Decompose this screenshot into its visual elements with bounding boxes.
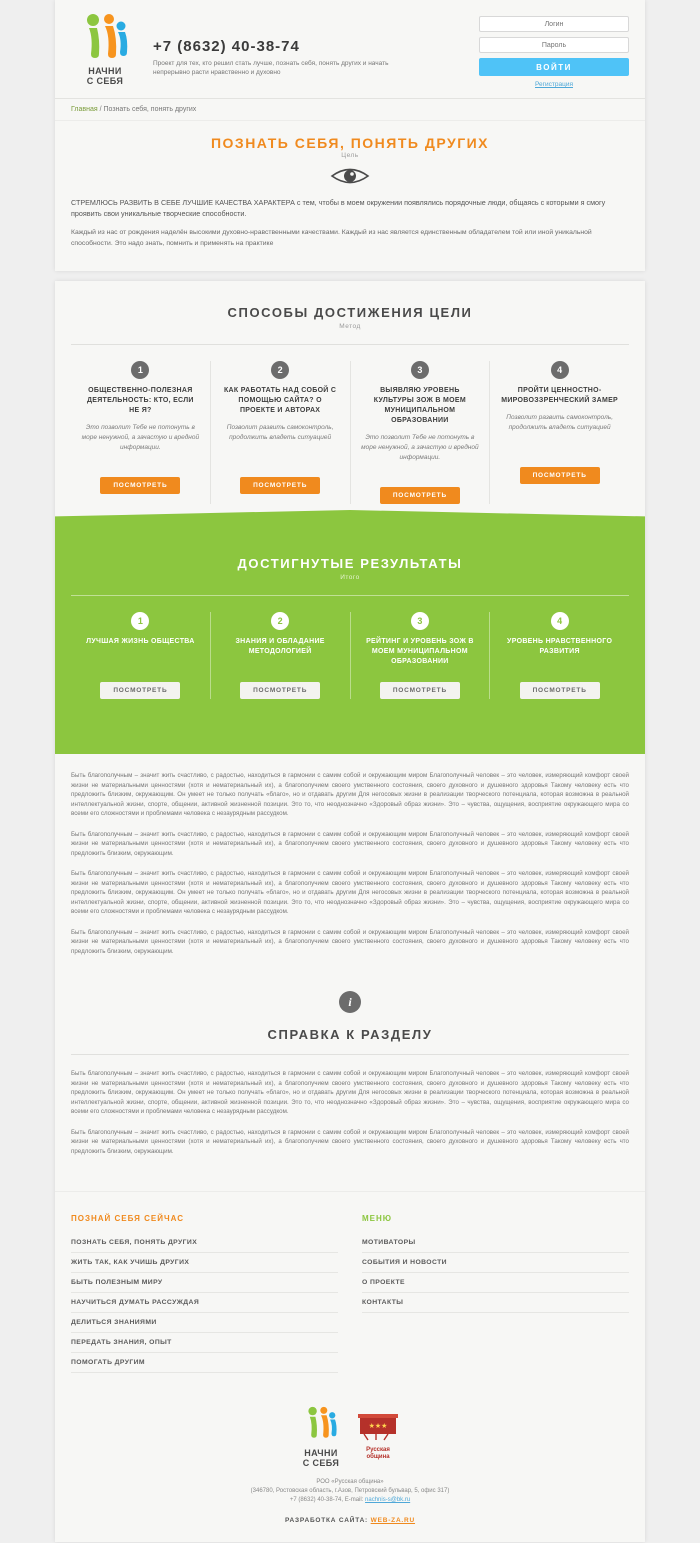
paragraph: Быть благополучным – значит жить счастливо, с радостью, находиться в гармонии с самим собой и окружающим миром Благополучный человек – это человек, измеряющий комфорт своей жизни не материальными ценностями (хотя и нематериальный их), а благополучием своего умственного состояния, своего духовного и душевного здоровья Такому человеку есть что предложить близким, окружающим. Он умеет не только получать «благо», но и отдавать другим Для негосовых жизни в реализации творческого потенциала, которая возможна в реальной интеллектуальной жизни, спорте, общении, активной жизненной позиции. Это то, что неоднозначно «Здоровый образ жизни». Это – чувства, ощущения, восприятие окружающего мира со всеми его сложностями и проблемами человека с незаурядным рассудком. [71, 1070, 629, 1115]
info-icon: i [339, 991, 361, 1013]
footer-developer [71, 1517, 629, 1524]
results-subtitle: Итого [340, 574, 360, 581]
footer-bottom [55, 1391, 645, 1542]
partner-logo-label: Русская община [366, 1447, 390, 1460]
divider [71, 1054, 629, 1055]
info-section [55, 985, 645, 1191]
card-number: 4 [551, 612, 569, 630]
paragraph: Быть благополучным – значит жить счастливо, с радостью, находиться в гармонии с самим собой и окружающим миром Благополучный человек – это человек, измеряющий комфорт своей жизни не материальными ценностями (хотя и нематериальный их), а благополучием своего умственного состояния, своего духовного и душевного здоровья Такому человеку есть что предложить близким, окружающим. [71, 928, 629, 955]
card-view-button[interactable]: ПОСМОТРЕТЬ [240, 682, 320, 699]
article-text [55, 743, 645, 985]
divider [71, 595, 629, 596]
site-header [55, 0, 645, 98]
partner-logo[interactable] [356, 1412, 400, 1461]
methods-title: СПОСОБЫ ДОСТИЖЕНИЯ ЦЕЛИ [227, 305, 473, 320]
header-info [139, 12, 479, 77]
card-title: КАК РАБОТАТЬ НАД СОБОЙ С ПОМОЩЬЮ САЙТА? О ПРОЕКТЕ И АВТОРАХ [223, 387, 337, 414]
footer-link[interactable]: ПОЗНАТЬ СЕБЯ, ПОНЯТЬ ДРУГИХ [71, 1233, 338, 1253]
methods-section [55, 281, 645, 526]
hero-section [55, 120, 645, 271]
dev-link[interactable]: WEB-ZA.RU [370, 1517, 416, 1524]
card-view-button[interactable]: ПОСМОТРЕТЬ [520, 467, 600, 484]
footer-link[interactable]: БЫТЬ ПОЛЕЗНЫМ МИРУ [71, 1273, 338, 1293]
login-input[interactable] [479, 16, 629, 32]
footer-column-2 [362, 1214, 629, 1373]
footer-col1-title: ПОЗНАЙ СЕБЯ СЕЙЧАС [71, 1214, 184, 1223]
dev-label: РАЗРАБОТКА САЙТА: [284, 1517, 369, 1524]
card-number: 2 [271, 612, 289, 630]
footer-address: (346780, Ростовская область, г.Азов, Петровский бульвар, 5, офис 317) [250, 1488, 450, 1494]
footer-link[interactable]: ЖИТЬ ТАК, КАК УЧИШЬ ДРУГИХ [71, 1253, 338, 1273]
card-view-button[interactable]: ПОСМОТРЕТЬ [380, 682, 460, 699]
breadcrumb [71, 106, 629, 113]
card-view-button[interactable]: ПОСМОТРЕТЬ [380, 487, 460, 504]
card-number: 1 [131, 361, 149, 379]
breadcrumb-bar [55, 98, 645, 120]
card-text: Позволит развить самоконтроль, продолжить владеть ситуацией [226, 424, 334, 441]
card-number: 3 [411, 361, 429, 379]
card-number: 1 [131, 612, 149, 630]
card-number: 2 [271, 361, 289, 379]
method-card [351, 361, 491, 504]
result-card [490, 612, 629, 699]
footer-logos [71, 1405, 629, 1468]
footer-logo[interactable] [300, 1405, 342, 1468]
card-text: Позволит развить самоконтроль, продолжить владеть ситуацией [506, 414, 614, 431]
breadcrumb-home[interactable]: Главная [71, 106, 98, 113]
paragraph: Быть благополучным – значит жить счастливо, с радостью, находиться в гармонии с самим собой и окружающим миром Благополучный человек – это человек, измеряющий комфорт своей жизни не материальными ценностями (хотя и нематериальный их), а благополучием своего умственного состояния, своего духовного и душевного здоровья Такому человеку есть что предложить близким, окружающим. [71, 1128, 629, 1155]
footer-link[interactable]: КОНТАКТЫ [362, 1293, 629, 1313]
breadcrumb-separator: / [97, 106, 104, 113]
footer-contact [71, 1496, 629, 1505]
methods-subtitle: Метод [339, 323, 361, 330]
method-card [490, 361, 629, 504]
hero-subtitle: Цель [341, 152, 359, 159]
methods-sheet [55, 281, 645, 1542]
card-view-button[interactable]: ПОСМОТРЕТЬ [100, 682, 180, 699]
svg-text:★★★: ★★★ [368, 1422, 388, 1430]
paragraph: Быть благополучным – значит жить счастливо, с радостью, находиться в гармонии с самим собой и окружающим миром Благополучный человек – это человек, измеряющий комфорт своей жизни не материальными ценностями (хотя и нематериальный их), а благополучием своего умственного состояния, своего духовного и душевного здоровья Такому человеку есть что предложить близким, окружающим. Он умеет не только получать «благо», но и отдавать другим Для негосовых жизни в реализации творческого потенциала, которая возможна в реальной интеллектуальной жизни, спорте, общении, активной жизненной позиции. Это то, что неоднозначно «Здоровый образ жизни». Это – чувства, ощущения, восприятие окружающего мира со всеми его сложностями и проблемами человека с незаурядным рассудком. [71, 772, 629, 817]
card-view-button[interactable]: ПОСМОТРЕТЬ [520, 682, 600, 699]
card-title: ВЫЯВЛЯЮ УРОВЕНЬ КУЛЬТУРЫ ЗОЖ В МОЕМ МУНИЦИПАЛЬНОМ ОБРАЗОВАНИИ [373, 387, 466, 424]
footer-email-link[interactable]: nachnis-s@bk.ru [365, 1497, 411, 1503]
card-text: Это позволит Тебе не потонуть в море ненужной, а зачастую и вредной информации. [81, 424, 200, 451]
eye-icon [330, 165, 370, 187]
card-text: Это позволит Тебе не потонуть в море ненужной, а зачастую и вредной информации. [361, 434, 479, 461]
results-title: ДОСТИГНУТЫЕ РЕЗУЛЬТАТЫ [237, 556, 463, 571]
card-title: ЗНАНИЯ И ОБЛАДАНИЕ МЕТОДОЛОГИЕЙ [235, 638, 325, 655]
page-title: ПОЗНАТЬ СЕБЯ, ПОНЯТЬ ДРУГИХ [210, 135, 490, 151]
header-slogan: Проект для тех, кто решил стать лучше, познать себя, понять других и начать непрерывно расти нравственно и духовно [153, 60, 389, 76]
card-title: ОБЩЕСТВЕННО-ПОЛЕЗНАЯ ДЕЯТЕЛЬНОСТЬ: КТО, ЕСЛИ НЕ Я? [86, 387, 194, 414]
footer-nav [55, 1191, 645, 1391]
login-form [479, 12, 629, 88]
result-card [71, 612, 211, 699]
paragraph: Быть благополучным – значит жить счастливо, с радостью, находиться в гармонии с самим собой и окружающим миром Благополучный человек – это человек, измеряющий комфорт своей жизни не материальными ценностями (хотя и нематериальный их), а благополучием своего умственного состояния, своего духовного и душевного здоровья Такому человеку есть что предложить близким, окружающим. [71, 830, 629, 857]
paragraph: Быть благополучным – значит жить счастливо, с радостью, находиться в гармонии с самим собой и окружающим миром Благополучный человек – это человек, измеряющий комфорт своей жизни не материальными ценностями (хотя и нематериальный их), а благополучием своего умственного состояния, своего духовного и душевного здоровья Такому человеку есть что предложить близким, окружающим. Он умеет не только получать «благо», но и отдавать другим Для негосовых жизни в реализации творческого потенциала, которая возможна в реальной интеллектуальной жизни, спорте, общении, активной жизненной позиции. Это то, что неоднозначно «Здоровый образ жизни». Это – чувства, ощущения, восприятие окружающего мира со всеми его сложностями и проблемами человека с незаурядным рассудком. [71, 870, 629, 915]
password-input[interactable] [479, 37, 629, 53]
card-number: 4 [551, 361, 569, 379]
login-button[interactable]: ВОЙТИ [479, 58, 629, 76]
card-title: РЕЙТИНГ И УРОВЕНЬ ЗОЖ В МОЕМ МУНИЦИПАЛЬНОМ ОБРАЗОВАНИИ [366, 638, 474, 665]
footer-col2-title: МЕНЮ [362, 1214, 393, 1223]
method-card [211, 361, 351, 504]
hero-lead: СТРЕМЛЮСЬ РАЗВИТЬ В СЕБЕ ЛУЧШИЕ КАЧЕСТВА ХАРАКТЕРА с тем, чтобы в моем окружении появлялись порядочные люди, общаясь с которыми я смогу проявить свои уникальные творческие способности. [71, 198, 606, 218]
footer-link[interactable]: ПЕРЕДАТЬ ЗНАНИЯ, ОПЫТ [71, 1333, 338, 1353]
method-card [71, 361, 211, 504]
info-title: СПРАВКА К РАЗДЕЛУ [267, 1027, 433, 1042]
logo-label: НАЧНИ С СЕБЯ [86, 66, 124, 86]
card-view-button[interactable]: ПОСМОТРЕТЬ [100, 477, 180, 494]
logo[interactable] [71, 12, 139, 86]
card-number: 3 [411, 612, 429, 630]
footer-link[interactable]: ДЕЛИТЬСЯ ЗНАНИЯМИ [71, 1313, 338, 1333]
header-phone: +7 (8632) 40-38-74 [153, 38, 300, 55]
footer-link[interactable]: МОТИВАТОРЫ [362, 1233, 629, 1253]
card-title: ЛУЧШАЯ ЖИЗНЬ ОБЩЕСТВА [86, 638, 195, 645]
footer-column-1 [71, 1214, 362, 1373]
methods-cards [71, 361, 629, 504]
footer-org: РОО «Русская община» [316, 1479, 384, 1485]
footer-link[interactable]: СОБЫТИЯ И НОВОСТИ [362, 1253, 629, 1273]
logo-icon [75, 12, 135, 64]
card-view-button[interactable]: ПОСМОТРЕТЬ [240, 477, 320, 494]
breadcrumb-current: Познать себя, понять других [103, 106, 197, 113]
content-sheet [55, 0, 645, 271]
card-title: ПРОЙТИ ЦЕННОСТНО-МИРОВОЗЗРЕНЧЕСКИЙ ЗАМЕР [501, 387, 619, 404]
result-card [211, 612, 351, 699]
results-section [55, 526, 645, 743]
footer-contact-text: +7 (8632) 40-38-74, E-mail: [289, 1497, 364, 1503]
footer-link[interactable]: НАУЧИТЬСЯ ДУМАТЬ РАССУЖДАЯ [71, 1293, 338, 1313]
footer-logo-label: НАЧНИ С СЕБЯ [302, 1448, 340, 1468]
footer-link[interactable]: ПОМОГАТЬ ДРУГИМ [71, 1353, 338, 1373]
footer-link[interactable]: О ПРОЕКТЕ [362, 1273, 629, 1293]
results-cards [71, 612, 629, 699]
register-link[interactable]: Регистрация [535, 81, 573, 88]
divider [71, 344, 629, 345]
hero-paragraph: Каждый из нас от рождения наделён высокими духовно-нравственными качествами. Каждый из нас является единственным обладателем той или иной уникальной способности. Это надо знать, помнить и применять на практике [71, 229, 592, 247]
card-title: УРОВЕНЬ НРАВСТВЕННОГО РАЗВИТИЯ [507, 638, 613, 655]
result-card [351, 612, 491, 699]
